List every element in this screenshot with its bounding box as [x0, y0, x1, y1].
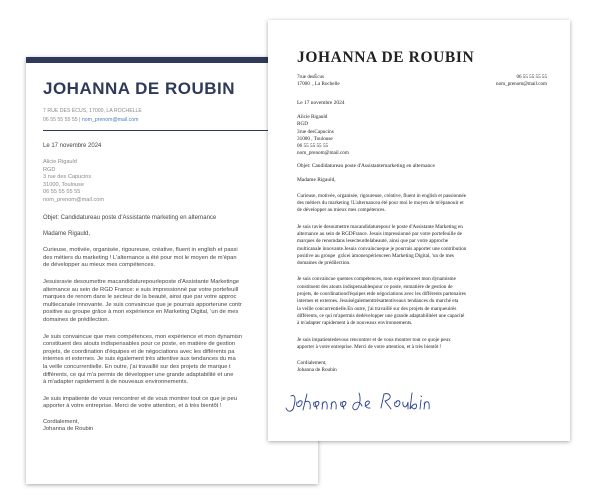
sender-phone: 06 55 55 55 55 — [43, 116, 78, 123]
sender-name: JOHANNA DE ROUBIN — [43, 79, 236, 98]
recipient-line: nom_prenom@mail.com — [297, 150, 349, 157]
sender-contact — [297, 74, 547, 90]
recipient-line: 3 rue des Capucins — [43, 174, 92, 181]
letter-subject: Objet: Candidatureau poste d'Assistantemarketing en alternance — [297, 162, 435, 169]
recipient-line: 3rue desCapucins — [297, 128, 334, 135]
sender-name: JOHANNA DE ROUBIN — [297, 49, 475, 66]
sender-address: 7 RUE DES ÉCUS, 17000, LA ROCHELLE — [43, 108, 142, 114]
body-paragraph: Je suis convaincue quemes compétences, mon expérienceet mon dynamisme constituent des atouts indispensablespour ce poste, enmatière de gestion de projets, de coordinationd'équipes etde négociations avec les différents partenaires internes et externes. Jesuiségalementtrèsattentiveaux tendances du marché eta la veille concurrentielle.En outre, j'ai travaillé sur des projets de marqueuirès différents, ce qui m'apermis dedévelopper une grande adaptabilitéet une capacité à m'adapter rapidement à de nouveaux environnements. — [297, 276, 466, 327]
body-paragraph: Je suis convaincue que mes compétences, mon expérience et mon dynamisn constituent des atouts indispensables pour ce poste, en matière de gestion projets, de coordination d'équipes et de négociations avec les différents pa internes et externes. Je suis également très attentive aux tendances du ma la veille concurrentielle. En outre, j'ai travaillé sur des projets de marque t différents, ce qui m'a permis de développer une grande adaptabilité et une à m'adapter rapidement à de nouveaux environnements. — [43, 333, 243, 386]
recipient-line: 31000 , Toulouse — [297, 135, 333, 142]
letter-greeting: Madame Rigauld, — [297, 176, 336, 183]
recipient-line: 06 55 55 55 55 — [43, 189, 81, 196]
letter-greeting: Madame Rigauld, — [43, 231, 91, 238]
sender-email: nom_prenom@mail.com — [81, 116, 139, 123]
body-paragraph: Je suis ravie desoumettre macandidaturepour le poste d'Assistante Marketing en alternance au sein de RGDFrance. Jesuis impressionné par votre portefeuille de marques de renomdans lesecteurdelabeauté, ainsi que par votre approche multicanale innovante.Jesuis convaincueque je pourrais apporter une contribution positive au groupe grâcei àmonexpérienceen Marketing Digital, 'un de mes domaines de prédilection. — [297, 223, 467, 267]
recipient-block — [297, 114, 547, 158]
letter-date: Le 17 novembre 2024 — [297, 100, 345, 106]
recipient-line: Alicie Rigauld — [43, 159, 77, 166]
body-paragraph: Curieuse, motivée, organisée, rigoureuse, créative, fluent in english et passi des métiers du marketing ! L'alternance a été pour moi le moyen de m'épan de développer au mieux mes compétences. — [43, 247, 238, 269]
handwritten-signature — [281, 388, 441, 423]
letter-closing: Cordialement, Johanna de Roubin — [297, 360, 337, 374]
recipient-line: RGD — [297, 121, 308, 128]
front-letter-page — [268, 20, 570, 441]
body-paragraph: Jesuisravie desoumettre macandidaturepourleposte d'Assistante Marketinge alternance au sein de RGD France: e suis impressionné par votre portefeuill marques de renom dans le secteur de la beauté, ainsi que par votre approc multiecanale innovante. Je suis convaincue que je pourrais apporterune contr positive au groupe grâce à mon expérience en Marketing Digital, 'un de mes domaines de prédilection. — [43, 278, 242, 323]
letter-date: Le 17 novembre 2024 — [43, 143, 102, 150]
letter-subject: Objet: Candidatureau poste d'Assistante marketing en alternance — [43, 215, 217, 222]
letter-closing: Cordialement, Johanna de Roubin — [43, 418, 94, 433]
sender-phone-email: 06 55 55 55 55 nom_prenom@mail.com — [496, 74, 547, 87]
body-paragraph: Je suis impatientedevous rencontrer et de vous montrer tout ce quoje peux apporter à votre entreprise. Merci de votre attention, et à très bientôt ! — [297, 336, 451, 350]
signature-graphic — [281, 388, 441, 418]
recipient-line: 31000, Toulouse — [43, 181, 84, 188]
sender-address: 7rue desÉcus 17000 , La Rochelle — [297, 74, 340, 87]
recipient-line: RGD — [43, 166, 56, 173]
recipient-line: Alicie Rigauld — [297, 114, 328, 120]
body-paragraph: Je suis impatiente de vous rencontrer et de vous montrer tout ce que je peu apporter à votre entreprise. Merci de votre attention, et à très bientôt ! — [43, 395, 237, 410]
header-rule — [43, 130, 298, 131]
contact-separator: | — [79, 116, 81, 123]
body-paragraph: Curieuse, motivée, organisée, rigoureuse, créative, fluent in english et passionnée des métiers du marketing !L'alternancea été pour moi le moyen de m'épanouir et de développer au mieux mes compétences. — [297, 192, 467, 214]
recipient-line: nom_prenom@mail.com — [43, 196, 105, 203]
recipient-line: 06 55 55 55 55 — [297, 143, 329, 150]
